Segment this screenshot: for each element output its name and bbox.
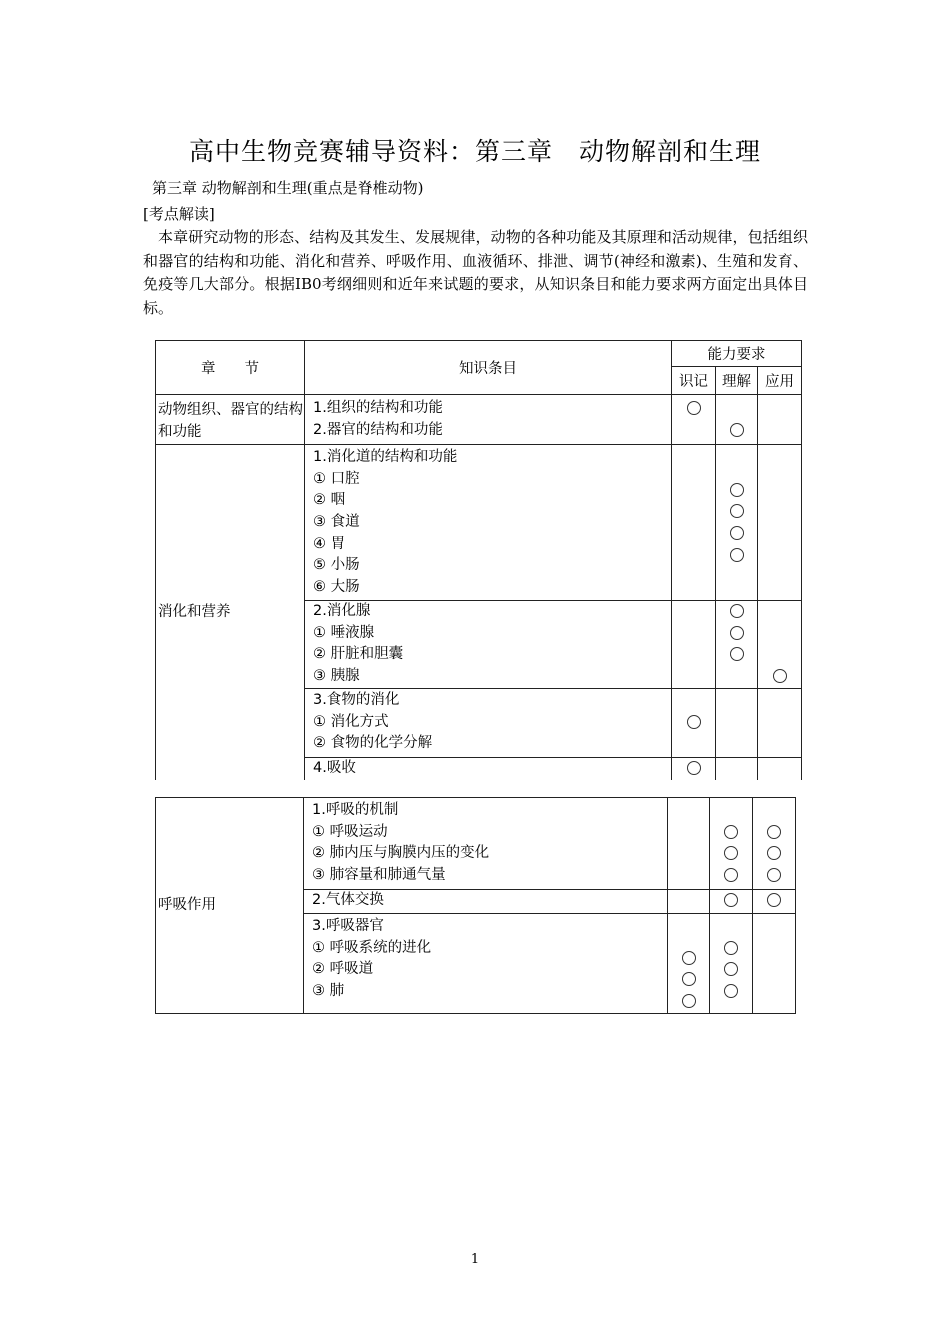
knowledge-item: ① 消化方式 bbox=[313, 713, 389, 730]
intro-paragraph: 本章研究动物的形态、结构及其发生、发展规律，动物的各种功能及其原理和活动规律，包括组织和器官的结构和功能、消化和营养、呼吸作用、血液循环、排泄、调节(神经和激素)、生殖和发育、免疫等几大部分。根据IB0考纲细则和近年来试题的要求，从知识条目和能力要求两方面定出具体目标。 bbox=[143, 228, 808, 317]
knowledge-item: ② 呼吸道 bbox=[312, 961, 374, 978]
knowledge-item: 1.组织的结构和功能 bbox=[313, 400, 443, 416]
knowledge-item: ① 呼吸运动 bbox=[312, 823, 388, 840]
knowledge-item: ④ 胃 bbox=[313, 535, 346, 552]
knowledge-cell bbox=[305, 445, 672, 601]
circle-mark bbox=[730, 526, 744, 540]
knowledge-item: ③ 肺容量和肺通气量 bbox=[312, 867, 446, 884]
knowledge-cell bbox=[305, 758, 672, 780]
knowledge-cell bbox=[305, 601, 672, 689]
circle-mark bbox=[730, 504, 744, 518]
table-row bbox=[156, 798, 796, 890]
knowledge-item: ② 食物的化学分解 bbox=[313, 735, 433, 752]
knowledge-item: ② 肝脏和胆囊 bbox=[313, 646, 404, 663]
knowledge-item: ② 肺内压与胸膜内压的变化 bbox=[312, 845, 490, 862]
chapter-cell: 呼吸作用 bbox=[156, 798, 304, 1014]
knowledge-item: 1.呼吸的机制 bbox=[312, 802, 399, 818]
circle-mark bbox=[767, 846, 781, 860]
knowledge-cell bbox=[304, 798, 668, 890]
knowledge-item: 1.消化道的结构和功能 bbox=[313, 449, 458, 465]
knowledge-item: ① 唾液腺 bbox=[313, 624, 375, 641]
header-level-recall: 识记 bbox=[672, 367, 716, 395]
knowledge-cell bbox=[304, 890, 668, 914]
knowledge-item: ③ 食道 bbox=[313, 514, 360, 531]
circle-mark bbox=[767, 868, 781, 882]
knowledge-item: ⑥ 大肠 bbox=[313, 579, 360, 596]
chapter-cell: 动物组织、器官的结构和功能 bbox=[156, 395, 305, 445]
circle-mark bbox=[730, 423, 744, 437]
chapter-subtitle: 第三章 动物解剖和生理(重点是脊椎动物) bbox=[152, 179, 424, 197]
circle-mark bbox=[767, 825, 781, 839]
circle-mark bbox=[724, 893, 738, 907]
page-number: 1 bbox=[470, 1252, 480, 1267]
circle-mark bbox=[724, 962, 738, 976]
circle-mark bbox=[724, 825, 738, 839]
circle-mark bbox=[730, 626, 744, 640]
section-heading: [考点解读] bbox=[143, 205, 215, 223]
table-row bbox=[156, 395, 802, 445]
header-level-apply: 应用 bbox=[758, 367, 802, 395]
circle-mark bbox=[730, 483, 744, 497]
circle-mark bbox=[682, 972, 696, 986]
page-title: 高中生物竞赛辅导资料：第三章 动物解剖和生理 bbox=[188, 137, 761, 166]
header-chapter: 章 节 bbox=[156, 341, 305, 395]
knowledge-item: 3.呼吸器官 bbox=[312, 918, 384, 934]
circle-mark bbox=[724, 846, 738, 860]
header-knowledge: 知识条目 bbox=[305, 341, 672, 395]
knowledge-item: ① 呼吸系统的进化 bbox=[312, 939, 432, 956]
chapter-cell: 消化和营养 bbox=[156, 445, 305, 780]
circle-mark bbox=[730, 548, 744, 562]
header-level-understand: 理解 bbox=[716, 367, 758, 395]
circle-mark bbox=[730, 604, 744, 618]
knowledge-table-part1 bbox=[155, 340, 802, 780]
circle-mark bbox=[724, 941, 738, 955]
knowledge-item: ① 口腔 bbox=[313, 470, 360, 487]
circle-mark bbox=[730, 647, 744, 661]
circle-mark bbox=[687, 401, 701, 415]
circle-mark bbox=[687, 715, 701, 729]
knowledge-cell bbox=[305, 689, 672, 758]
knowledge-item: ③ 胰腺 bbox=[313, 668, 360, 685]
circle-mark bbox=[687, 761, 701, 775]
circle-mark bbox=[724, 984, 738, 998]
knowledge-item: 2.气体交换 bbox=[312, 892, 384, 908]
knowledge-item: 3.食物的消化 bbox=[313, 692, 400, 708]
circle-mark bbox=[767, 893, 781, 907]
knowledge-item: 2.器官的结构和功能 bbox=[313, 421, 443, 438]
circle-mark bbox=[724, 868, 738, 882]
table-row bbox=[156, 445, 802, 601]
knowledge-item: 2.消化腺 bbox=[313, 603, 371, 619]
knowledge-item: ② 咽 bbox=[313, 492, 346, 509]
knowledge-item: ⑤ 小肠 bbox=[313, 557, 360, 574]
knowledge-table-part2 bbox=[155, 797, 796, 1014]
circle-mark bbox=[682, 951, 696, 965]
header-ability: 能力要求 bbox=[672, 341, 802, 367]
knowledge-cell bbox=[304, 914, 668, 1014]
circle-mark bbox=[773, 669, 787, 683]
knowledge-item: 4.吸收 bbox=[313, 760, 356, 776]
circle-mark bbox=[682, 994, 696, 1008]
knowledge-cell bbox=[305, 395, 672, 445]
knowledge-item: ③ 肺 bbox=[312, 983, 345, 1000]
